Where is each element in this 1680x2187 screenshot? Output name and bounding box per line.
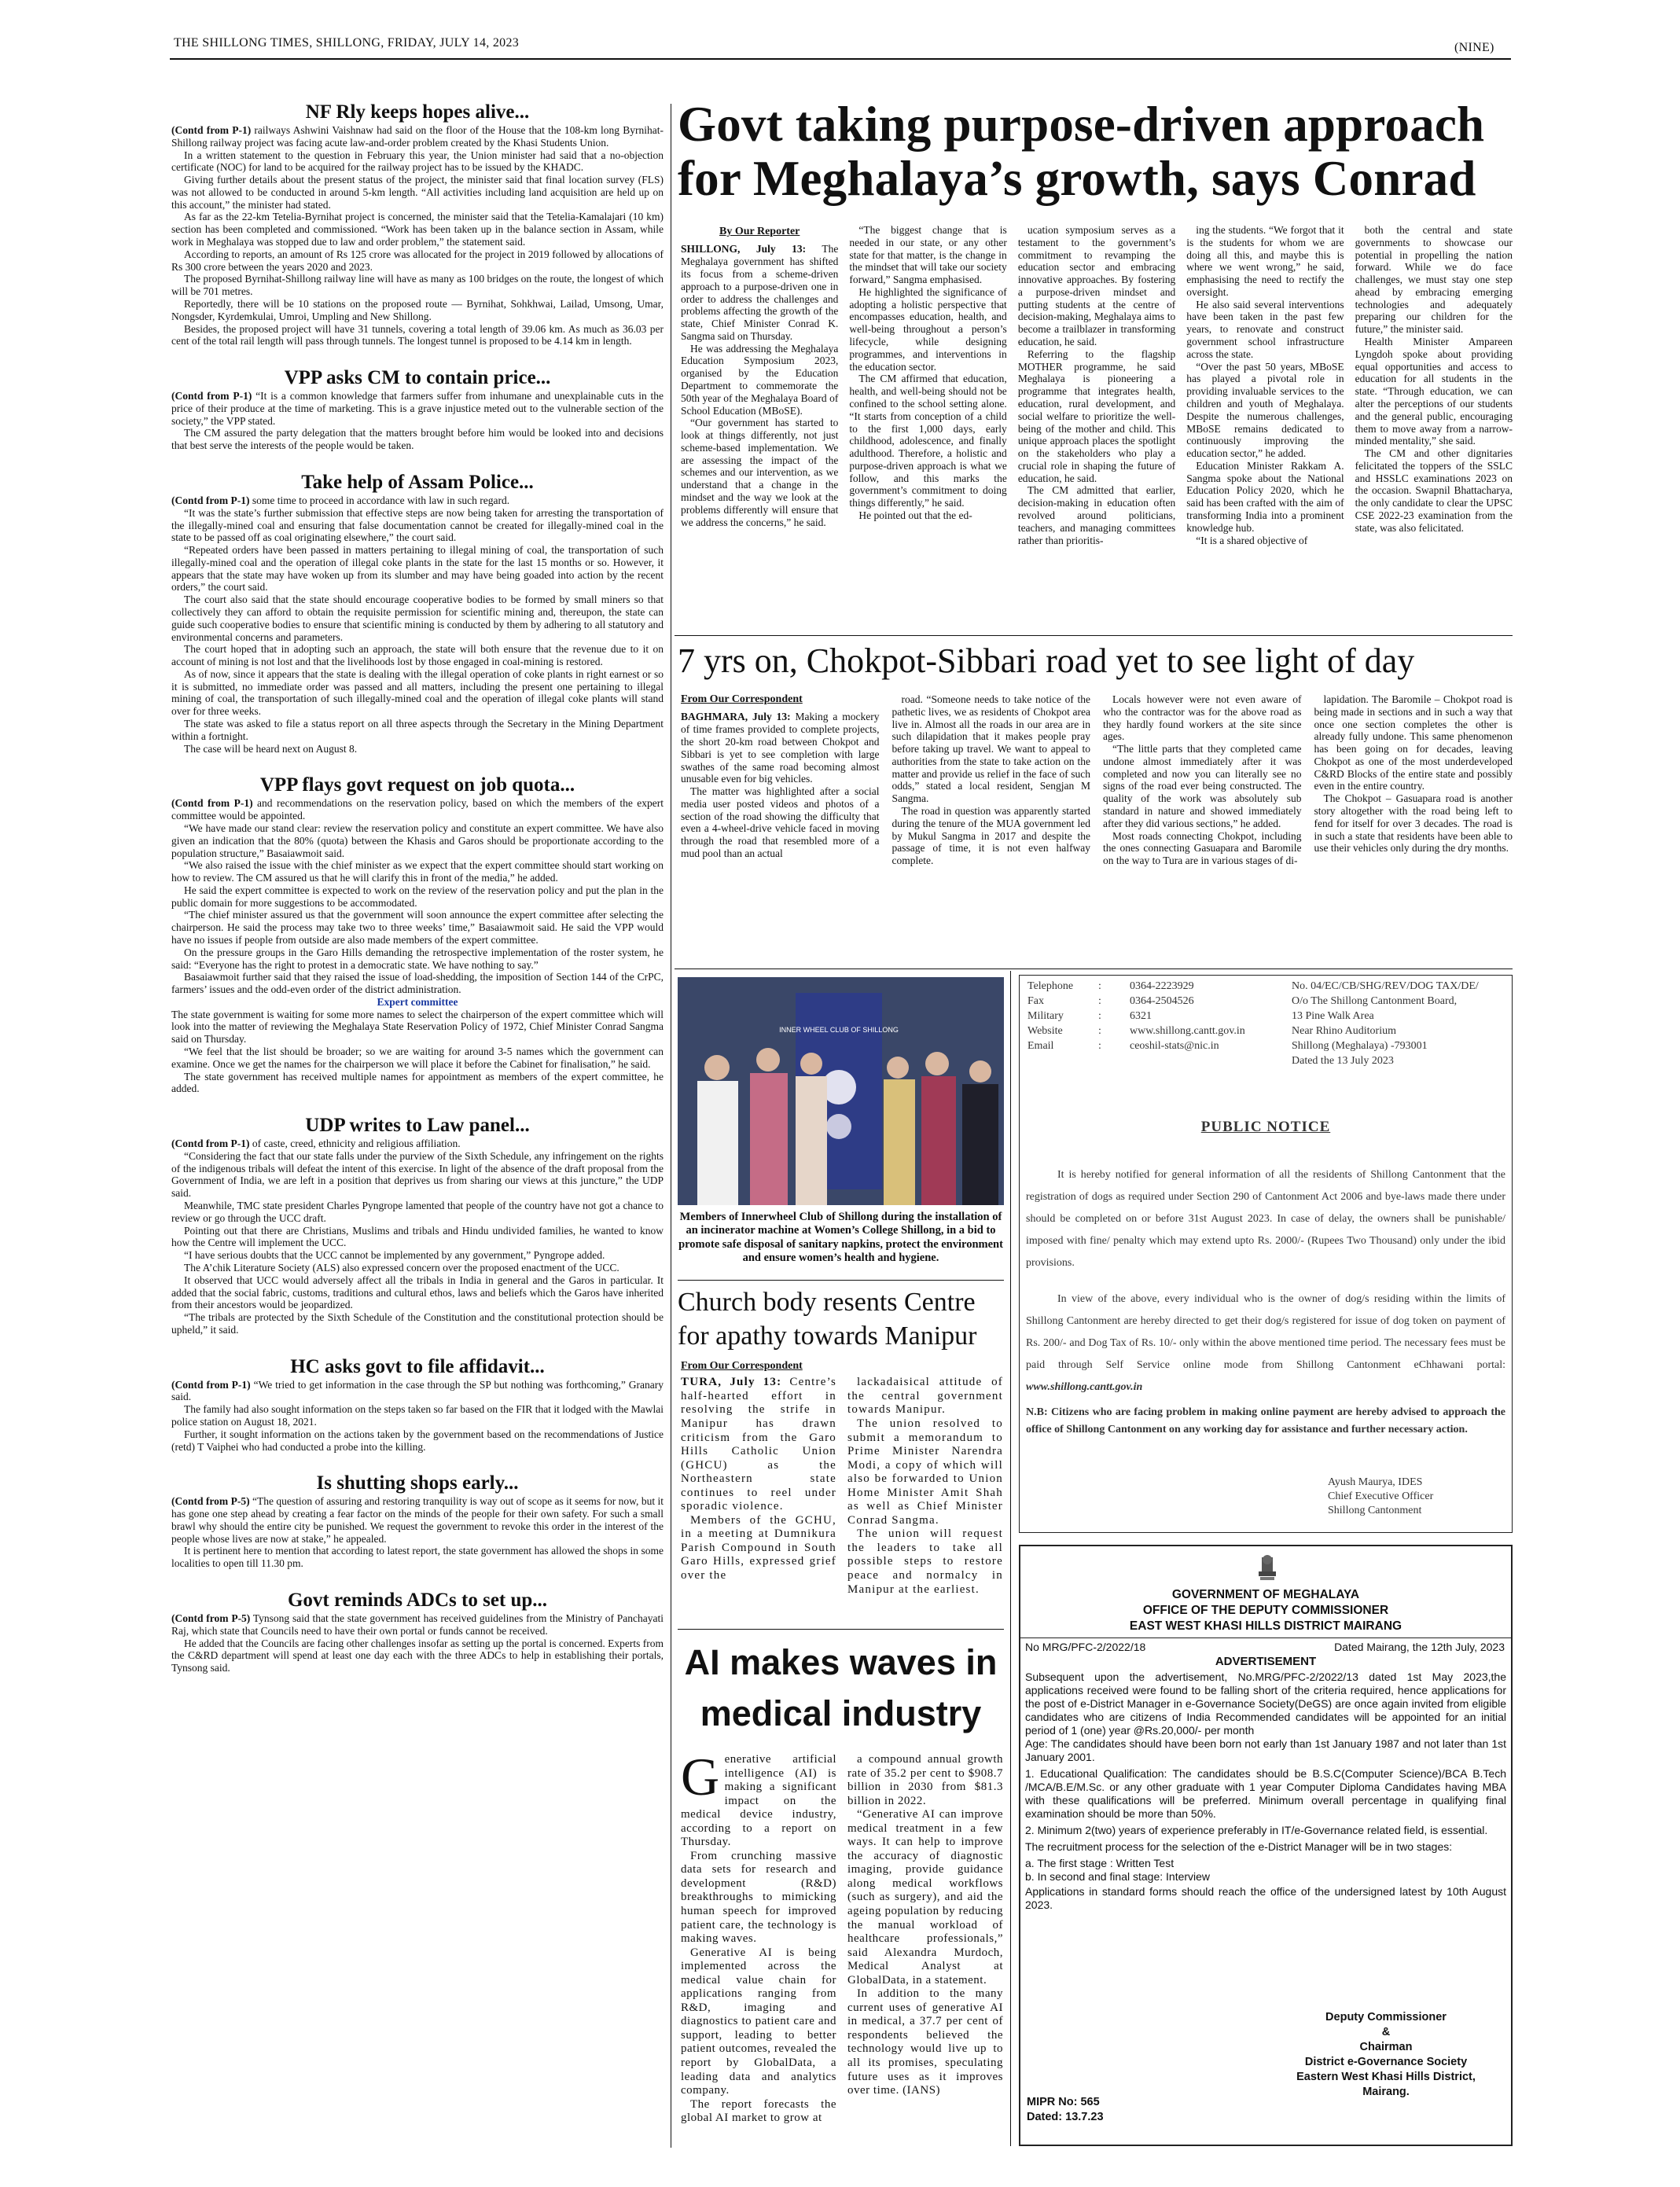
paragraph: “It is a shared objective of (1196, 534, 1308, 546)
contact-label: Military (1027, 1010, 1064, 1022)
paragraph: “Repeated orders have been passed in matters pertaining to illegal mining of coal, the transportation of such illegally-mined coal and the operation of illegal coke plants in the state for the last 15 months or so. However, it appears that the state may have woken up from its slumber and may have being goaded into action by the recent orders,” the court said. (171, 544, 664, 594)
contact-row: Military : 6321 (1027, 1010, 1152, 1022)
subhead: Expert committee (377, 995, 458, 1008)
paragraph: He said the expert committee is expected to work on the review of the reservation policy and put the plan in the public domain for more suggestions to be accommodated. (171, 884, 664, 909)
paragraph: (Contd from P-1) railways Ashwini Vaishnaw had said on the floor of the House that the 108-km long Byrnihat-Shillong railway project was facing acute law-and-order problem created by the Khasi Students Union. (171, 124, 664, 149)
story-column (681, 693, 880, 867)
paragraph: The report forecasts the global AI market to grow at (681, 2097, 836, 2125)
paragraph: The union resolved to submit a memorandum to Prime Minister Narendra Modi, a copy of which will also be forwarded to Union Home Minister Amit Shah as well as Chief Minister Conrad Sangma. (847, 1417, 1003, 1527)
text-line: Dated the 13 July 2023 (1292, 1055, 1394, 1067)
paragraph: (Contd from P-1) “It is a common knowledge that farmers suffer from inhumane and unexplainable cuts in the price of their produce at the time of marketing. This is a grave injustice meted out to the vulnerable section of the society,” the VPP stated. (171, 390, 664, 427)
lead-marker: (Contd from P-5) (171, 1495, 250, 1508)
paragraph: “The tribals are protected by the Sixth Schedule of the Constitution and the constitutional protection should be upheld,” it said. (171, 1311, 664, 1336)
notice-para-1: It is hereby notified for general information of all the residents of Shillong Cantonment that the registration of dogs as required under Section 290 of Cantonment Act 2006 and bye-laws made there under should be completed on or before 31st August 2023. In case of delay, the owners shall be punishable/ imposed with fine/ penalty which may extend upto Rs. 2000/- (Rupees Two Thousand) only under the ibid provisions. (1026, 1169, 1505, 1269)
story-column (847, 1753, 1003, 2126)
story-column (1018, 224, 1175, 546)
headline: VPP asks CM to contain price... (284, 367, 551, 389)
dc-advertisement (1019, 1545, 1513, 2146)
contact-label: Telephone (1027, 980, 1074, 992)
chokpot-story-body (681, 693, 1513, 969)
byline: By Our Reporter (719, 226, 800, 237)
paragraph: The case will be heard next on August 8. (184, 742, 358, 755)
paragraph: In a written statement to the question in February this year, the Union minister had said that a no-objection certificate (NOC) for land to be acquired for the railway project has to be issued by the KHADC. (171, 149, 664, 174)
ai-story-body (681, 1753, 1003, 2146)
headline: Take help of Assam Police... (301, 471, 534, 493)
advt-body (1025, 1671, 1506, 1912)
contact-value: 6321 (1130, 1010, 1152, 1022)
section-rule (675, 635, 1513, 636)
church-headline (678, 1286, 1004, 1357)
article-udp (171, 1114, 664, 1336)
photo-caption: Members of Innerwheel Club of Shillong during the installation of an incinerator machine at Women’s College Shillong, in a bid to promote safe disposal of sanitary napkins, protect the environment and ensure women’s health and hygiene. (678, 1211, 1003, 1265)
paragraph: (Contd from P-1) some time to proceed in accordance with law in such regard. (171, 494, 510, 506)
byline: From Our Correspondent (681, 693, 803, 705)
advt-header (1020, 1587, 1511, 1634)
text-line: No. 04/EC/CB/SHG/REV/DOG TAX/DE/ (1292, 980, 1479, 992)
paragraph: lapidation. The Baromile – Chokpot road is being made in sections and in such a way that once one section completes the other is already fully undone. This same phenomenon has been going on for decades, leaving Chokpot as one of the most underdeveloped C&RD Blocks of the entire state and possibly even in the entire country. (1314, 693, 1513, 792)
story-column (847, 1376, 1003, 1597)
dateline: TURA, July 13: (681, 1376, 782, 1389)
advt-header-line: EAST WEST KHASI HILLS DISTRICT MAIRANG (1129, 1619, 1402, 1633)
paragraph: (Contd from P-1) of caste, creed, ethnicity and religious affiliation. (171, 1138, 461, 1150)
paragraph: Meanwhile, TMC state president Charles Pyngrope lamented that people of the country have not got a chance to review or go through the UCC draft. (171, 1200, 664, 1224)
event-photo (678, 977, 1004, 1205)
paragraph: BAGHMARA, July 13: Making a mockery of time frames provided to complete projects, the short 20-km road between Chokpot and Sibbari is yet to see completion with large swathes of the same road becoming almost unusable even for big vehicles. (681, 711, 880, 785)
paragraph: Giving further details about the present status of the project, the minister said that final location survey (FLS) was not allowed to be conducted in around 5-km length. “All activities including land acquisition are held up on this account,” the minister had stated. (171, 174, 664, 211)
paragraph: lackadaisical attitude of the central government towards Manipur. (847, 1376, 1003, 1417)
headline: HC asks govt to file affidavit... (290, 1355, 545, 1377)
signatory-line: Deputy Commissioner (1325, 2011, 1447, 2023)
paragraph: Basaiawmoit further said that they raised the issue of load-shedding, the imposition of Section 144 of the CrPC, farmers’ issues and the odd-even order of the district administration. (171, 971, 664, 996)
paragraph: a compound annual growth rate of 35.2 per cent to $908.7 billion in 2030 from $81.3 billion in 2022. (847, 1753, 1003, 1807)
paragraph: He added that the Councils are facing other challenges insofar as setting up the portal is concerned. Experts from the C&RD department will spend at least one day each with the three ADCs to help in establishing their portals, Tynsong said. (171, 1637, 664, 1674)
paragraph: road. “Someone needs to take notice of the pathetic lives, we as residents of Chokpot area live in. Almost all the roads in our area are in such dilapidation that it makes people pray before taking up travel. We want to appeal to authorities from the state to take action on the matter and provide us relief in the face of such odds,” stated a local resident, Sengjan M Sangma. (891, 693, 1090, 805)
paragraph: “We have made our stand clear: review the reservation policy and constitute an expert committee. We have also given an indication that the 80% (quota) between the Khasis and Garos should be proportionate according to the population structure,” Basaiawmoit said. (171, 822, 664, 859)
paragraph: “Generative AI can improve medical treatment in a few ways. It can help to improve the accuracy of diagnostic imaging, provide guidance along medical workflows (such as surgery), and aid the ageing population by reducing the manual workload of healthcare professionals,” said Alexandra Murdoch, Medical Analyst at GlobalData, in a statement. (847, 1808, 1003, 1987)
paragraph: Referring to the flagship MOTHER programme, he said Meghalaya is pioneering a programme that integrates health, education, rural development, and social welfare to prioritize the well-being of the mother and child. This unique approach places the spotlight on the stakeholders who play a crucial role in shaping the future of education, he said. (1017, 347, 1176, 484)
paragraph: The state government has received multiple names for appointment as members of the expert committee, he added. (171, 1070, 664, 1095)
lead-marker: (Contd from P-1) (171, 797, 253, 810)
text-line: O/o The Shillong Cantonment Board, (1292, 995, 1458, 1007)
photo-banner-text: INNER WHEEL CLUB OF SHILLONG (779, 1026, 899, 1034)
paragraph: It is pertinent here to mention that according to latest report, the state government has allowed the shops in some localities to open till 11.30 pm. (171, 1545, 664, 1570)
paragraph: The court hoped that in adopting such an approach, the state will both ensure that the revenue due to it on account of mining is not lost and that the livelihoods lost by those engaged in coal-mining is restored. (171, 643, 664, 668)
article-shops (171, 1472, 664, 1570)
paragraph: As of now, since it appears that the state is dealing with the illegal operation of coke plants in right earnest or so it is submitted, no immediate order was passed and all matters, including the present one pertaining to illegal mining of coal, the transportation of such illegally-mined coal and the operation of illegal coke plants will stand over for three weeks. (171, 667, 664, 718)
text-line: Shillong Cantonment (1328, 1505, 1422, 1516)
paragraph: Health Minister Ampareen Lyngdoh spoke about providing equal opportunities and access to education for all students in the state. “Through education, we can alter the perceptions of our students and the general public, encouraging them to move away from a narrow-minded mentality,” she said. (1355, 336, 1513, 447)
signatory-line: Chairman (1359, 2041, 1413, 2053)
contact-label: Website (1027, 1025, 1063, 1037)
paragraph: SHILLONG, July 13: The Meghalaya government has shifted its focus from a scheme-driven approach to a purpose-driven one in order to address the challenges and problems affecting the growth of the state, Chief Minister Conrad K. Sangma said on Thursday. (681, 243, 839, 342)
paragraph: “The little parts that they completed came undone almost immediately after it was completed and now you can literally see no signs of the road ever being constructed. The quality of the work was absolutely sub standard in nature and showed immediately after they did various sections,” he added. (1103, 743, 1302, 829)
article-adc (171, 1589, 664, 1674)
article-nfrly (171, 101, 664, 347)
lead-marker: (Contd from P-1) (171, 494, 250, 506)
article-hc (171, 1355, 664, 1454)
paragraph: The CM admitted that earlier, decision-making in education often revolved around politicians, teachers, and managing committees rather than prioritis- (1017, 484, 1176, 546)
paragraph: On the pressure groups in the Garo Hills demanding the retrospective implementation of the roster system, he said: “Everyone has the right to protest in a democratic state. We have nothing to say.” (171, 946, 664, 971)
advt-date: Dated Mairang, the 12th July, 2023 (1334, 1641, 1505, 1653)
address-block (1292, 979, 1512, 1068)
lead-marker: (Contd from P-1) (171, 124, 252, 136)
signatory-line: Mairang. (1362, 2086, 1410, 2098)
story-column (849, 224, 1006, 546)
paragraph: The CM and other dignitaries felicitated the toppers of the SSLC and HSSLC examinations 2023 on the occasion. Swapnil Bhattacharya, the only candidate to clear the UPSC CSE 2022-23 examination from the state, was also felicitated. (1355, 447, 1513, 534)
article-vpp-price (171, 366, 664, 452)
paragraph: “The biggest change that is needed in our state, or any other state for that matter, is the change in the mindset that will take our society forward,” Sangma emphasised. (849, 224, 1007, 286)
headline: Is shutting shops early... (316, 1472, 519, 1494)
dateline: BAGHMARA, July 13: (681, 711, 791, 723)
advt-apply: Applications in standard forms should reach the office of the undersigned latest by 10th August 2023. (1025, 1885, 1506, 1911)
paragraph: The CM assured the party delegation that the matters brought before him would be looked into and decisions that best serve the interests of the people would be taken. (171, 427, 664, 452)
paragraph: (Contd from P-1) “We tried to get information in the case through the SP but nothing was forthcoming,” Granary said. (171, 1378, 664, 1403)
story-column (681, 224, 838, 546)
headline-line2: medical industry (700, 1693, 982, 1734)
contact-value: www.shillong.cantt.gov.in (1130, 1025, 1245, 1037)
headline: 7 yrs on, Chokpot-Sibbari road yet to see light of day (678, 641, 1415, 680)
paragraph: (Contd from P-5) Tynsong said that the state government has received guidelines from the Ministry of Panchayati Raj, which state that Councils need to have their own portal or funds cannot be received. (171, 1612, 664, 1637)
contact-row: Fax : 0364-2504526 (1027, 995, 1194, 1007)
portal-link[interactable]: www.shillong.cantt.gov.in (1026, 1381, 1143, 1393)
notice-nb: N.B: Citizens who are facing problem in making online payment are hereby advised to approach the office of Shillong Cantonment on any working day for assistance and further necessary action. (1026, 1406, 1505, 1436)
lead-marker: (Contd from P-5) (171, 1612, 251, 1624)
drop-cap: G (681, 1753, 720, 1807)
paragraph: Locals however were not even aware of who the contractor was for the above road as they hardly found workers at the site since ages. (1103, 693, 1302, 743)
text-line: Near Rhino Auditorium (1292, 1025, 1396, 1037)
paragraph: Most roads connecting Chokpot, including the ones connecting Gasuapara and Baromile on the way to Tura are in various stages of di- (1103, 829, 1302, 867)
paragraph: He pointed out that the ed- (858, 509, 972, 521)
article-vpp-quota (171, 774, 664, 1095)
paragraph: The state government is waiting for some more names to select the chairperson of the expert committee which will look into the matter of reviewing the Meghalaya State Reservation Policy of 1972, Chief Minister Conrad Sangma said on Thursday. (171, 1008, 664, 1046)
masthead-title: THE SHILLONG TIMES, SHILLONG, FRIDAY, JULY 14, 2023 (174, 36, 520, 50)
paragraph: both the central and state governments to showcase our potential in propelling the nation forward. While we do face challenges, we must stay one step ahead by embracing emerging technologies and adequately preparing our children for the future,” the minister said. (1355, 224, 1513, 336)
headline-line1: AI makes waves in (684, 1642, 998, 1682)
paragraph: “It was the state’s further submission that effective steps are now being taken for arresting the transportation of the illegally-mined coal and ensuring that false documentation cannot be created for illegally-mined coal in the state to be passed off as coal originating elsewhere,” the court said. (171, 506, 664, 544)
paragraph: He also said several interventions have been taken in the past few years, to renovate and construct government school infrastructure across the state. (1186, 298, 1344, 360)
paragraph: As far as the 22-km Tetelia-Byrnihat project is concerned, the minister said that the Tetelia-Kamalajari (10 km) section has been completed and commissioned. “Work has been taken up in the balance section in Assam, while work in Meghalaya was stopped due to law and order problem,” the statement said. (171, 211, 664, 248)
article-assam-police (171, 471, 664, 755)
section-rule (678, 1629, 1004, 1630)
left-column (171, 101, 664, 2145)
dateline: SHILLONG, July 13: (681, 243, 807, 255)
signatory-line: District e-Governance Society (1304, 2056, 1468, 2068)
paragraph: The Chokpot – Gasuapara road is another story altogether with the road being left to fend for itself for over 3 decades. The road is in such a state that residents have been able to use their vehicles only during the dry months. (1314, 792, 1513, 855)
paragraph: Generative AI is being implemented across the medical value chain for applications ranging from R&D, imaging and diagnostics to patient care and support, leading to better patient outcomes, revealed the report by GlobalData, a leading data and analytics company. (681, 1946, 836, 2097)
paragraph: “Over the past 50 years, MBoSE has played a pivotal role in providing invaluable services to the children and youth of Meghalaya. Despite the numerous challenges, MBoSE remains dedicated to continuously improving the education sector,” he added. (1186, 360, 1344, 460)
paragraph: “I have serious doubts that the UCC cannot be implemented by any government,” Pyngrope added. (184, 1249, 605, 1262)
top-rule (170, 58, 1511, 60)
paragraph: Members of the GCHU, in a meeting at Dumnikura Parish Compound in South Garo Hills, expressed grief over the (681, 1513, 836, 1582)
advt-para: Subsequent upon the advertisement, No.MRG/PFC-2/2022/13 dated 1st May 2023,the applications received were found to be falling short of the criteria required, hence applications for the post of e-District Manager in e-Governance Society(DeGS) are once again invited from eligible candidates who are citizens of India Recommended candidates will be appointed for an initial period of 1 (one) year @Rs.20,000/- per month (1025, 1671, 1506, 1737)
contact-value: 0364-2223929 (1130, 980, 1194, 992)
contact-row: Website : www.shillong.cantt.gov.in (1027, 1025, 1245, 1037)
advt-stage-1: a. The first stage : Written Test (1025, 1857, 1175, 1869)
paragraph: Further, it sought information on the actions taken by the government based on the recommendations of Justice (retd) T Vaiphei who had conducted a probe into the killing. (171, 1428, 664, 1453)
lead-story-body (681, 224, 1513, 633)
paragraph: The state was asked to file a status report on all three aspects through the Secretary in the Mining Department within a fortnight. (171, 718, 664, 742)
story-column (1103, 693, 1302, 867)
lead-marker: (Contd from P-1) (171, 1138, 250, 1150)
story-column (1355, 224, 1513, 546)
story-column (1314, 693, 1513, 867)
advt-process: The recruitment process for the selection of the e-District Manager will be in two stages: (1025, 1840, 1453, 1853)
headline-line2: for apathy towards Manipur (678, 1321, 977, 1351)
advt-mipr (1027, 2095, 1104, 2125)
cantonment-notice (1019, 975, 1513, 1533)
paragraph: From crunching massive data sets for research and development (R&D) breakthroughs to mimicking human speech for improved patient care, the technology is making waves. (681, 1849, 836, 1946)
paragraph: (Contd from P-1) and recommendations on the reservation policy, based on which the members of the expert committee would be appointed. (171, 797, 664, 822)
headline: Govt reminds ADCs to set up... (287, 1590, 548, 1611)
contact-row: Telephone : 0364-2223929 (1027, 980, 1194, 992)
advt-ref: No MRG/PFC-2/2022/18 (1025, 1641, 1146, 1653)
notice-para-2 (1026, 1288, 1505, 1399)
lead-marker: (Contd from P-1) (171, 1378, 251, 1391)
paragraph: He was addressing the Meghalaya Education Symposium 2023, organised by the Education Department to commemorate the 50th year of the Meghalaya Board of School Education (MBoSE). (681, 342, 839, 417)
signatory-line: & (1381, 2026, 1391, 2038)
byline: From Our Correspondent (681, 1360, 803, 1372)
advt-stage-2: b. In second and final stage: Interview (1025, 1870, 1211, 1883)
story-column (1186, 224, 1344, 546)
paragraph: Education Minister Rakkam A. Sangma spoke about the National Education Policy 2020, which he said has been crafted with the aim of transforming India into a prominent knowledge hub. (1186, 459, 1344, 534)
lead-marker: (Contd from P-1) (171, 390, 252, 402)
contact-value: ceoshil-stats@nic.in (1130, 1040, 1219, 1052)
church-story-body (681, 1360, 1003, 1627)
text-line: Chief Executive Officer (1328, 1490, 1434, 1502)
paragraph: The proposed Byrnihat-Shillong railway line will have as many as 100 bridges on the route, the longest of which will be 701 metres. (171, 273, 664, 298)
advt-header-line: OFFICE OF THE DEPUTY COMMISSIONER (1142, 1604, 1389, 1617)
text-line: Ayush Maurya, IDES (1328, 1476, 1423, 1488)
paragraph: “We also raised the issue with the chief minister as we expect that the expert committee should start working on how to review. The CM assured us that he will clarify this in front of the media,” he added. (171, 859, 664, 884)
paragraph: “We feel that the list should be broader; so we are waiting for around 3-5 names which the government can examine. Once we get the names for the chairperson we will place it before the Cabinet for finalisation,” he said. (171, 1046, 664, 1070)
paragraph: The court also said that the state should encourage cooperative bodies to be formed by small miners so that collectively they can afford to obtain the requisite permission for scientific mining and, thereupon, the state can guide such cooperative bodies to ensure that scientific mining is conducted by them by adhering to all statutory and environmental concerns and parameters. (171, 594, 664, 643)
paragraph: The A’chik Literature Society (ALS) also expressed concern over the proposed enactment of the UCC. (184, 1261, 619, 1274)
advt-header-line: GOVERNMENT OF MEGHALAYA (1171, 1588, 1360, 1601)
paragraph: enerative artificial intelligence (AI) is making a significant impact on the medical device industry, according to a report on Thursday. (681, 1753, 836, 1849)
headline: NF Rly keeps hopes alive... (305, 101, 530, 123)
advt-age: Age: The candidates should have been born not early than 1st January 1987 and not later than 1st January 2001. (1025, 1737, 1506, 1763)
paragraph: “Considering the fact that our state falls under the purview of the Sixth Schedule, any infringement on the rights of the indigenous tribals will defeat the intent of this exercise. In light of the absence of the draft proposal from the Government of India, we are left in a position that deprives us from sharing our views at this juncture,” the UDP said. (171, 1149, 664, 1200)
advt-experience: 2. Minimum 2(two) years of experience preferably in IT/e-Governance related field, is essential. (1025, 1824, 1488, 1836)
ai-headline (678, 1637, 1004, 1747)
emblem-icon (1252, 1553, 1283, 1584)
headline-line1: Church body resents Centre (678, 1288, 976, 1317)
contact-label: Fax (1027, 995, 1044, 1007)
paragraph: “The chief minister assured us that the government will soon announce the expert committee after selecting the chairperson. He said the process may take two to three weeks’ time,” Basaiawmoit said. He said the VPP would have no issues if people from outside are also made members of the expert committee. (171, 909, 664, 946)
paragraph: Pointing out that there are Christians, Muslims and tribals and Hindu undivided families, he wanted to know how the Centre will implement the UCC. (171, 1224, 664, 1249)
column-divider (1010, 971, 1011, 2146)
paragraph: The family had also sought information on the steps taken so far based on the FIR that it lodged with the Mawlai police station on August 18, 2021. (171, 1403, 664, 1428)
story-column (681, 1753, 836, 2126)
mipr-number: MIPR No: 565 (1027, 2096, 1100, 2108)
paragraph: In addition to the many current uses of generative AI in medical, a 37.7 per cent of respondents believed the technology would live up to all its promises, speculating future uses as it improves over time. (IANS) (847, 1987, 1003, 2097)
paragraph: Reportedly, there will be 10 stations on the proposed route — Byrnihat, Sohkhwai, Lailad, Umsong, Umar, Nongsder, Kyrdemkulai, Umroi, Umpling and New Shillong. (171, 297, 664, 322)
story-column (892, 693, 1091, 867)
paragraph: The road in question was apparently started during the tenure of the MUA government led by Mukul Sangma in 2017 and despite the passage of time, it is not even halfway complete. (891, 805, 1090, 867)
paragraph: (Contd from P-5) “The question of assuring and restoring tranquility is way out of scope as it seems for now, but it has gone one step ahead by creating a fear factor on the minds of the people for their own safety. For such a small brawl why should the entire city be punished. We request the government to revoke this order in the interest of the people whose lives are now at stake,” he appealed. (171, 1495, 664, 1545)
contact-list (1027, 979, 1287, 1053)
text-line: 13 Pine Walk Area (1292, 1010, 1374, 1022)
signatory (1328, 1476, 1509, 1518)
advt-title: ADVERTISEMENT (1215, 1655, 1317, 1668)
notice-title: PUBLIC NOTICE (1200, 1119, 1331, 1135)
story-column (681, 1376, 836, 1597)
paragraph: TURA, July 13: Centre’s half-hearted effort in resolving the strife in Manipur has drawn criticism from the Garo Hills Catholic Union (GHCU) as the Northeastern state continues to reel under sporadic violence. (681, 1376, 836, 1513)
headline: VPP flays govt request on job quota... (259, 774, 575, 796)
paragraph: It observed that UCC would adversely affect all the tribals in India in general and the Garos in particular. It added that the social fabric, customs, traditions and cultural ethos, laws and beliefs which the Garos have inherited from their ancestors would be jeopardized. (171, 1274, 664, 1311)
section-rule (678, 1280, 1004, 1281)
page-number: (NINE) (1454, 41, 1494, 54)
contact-label: Email (1027, 1040, 1054, 1052)
paragraph: The union will request the leaders to take all possible steps to restore peace and normalcy in Manipur at the earliest. (847, 1527, 1003, 1596)
contact-value: 0364-2504526 (1130, 995, 1194, 1007)
contact-row: Email : ceoshil-stats@nic.in (1027, 1040, 1219, 1052)
advt-qualification: 1. Educational Qualification: The candidates should be B.S.C(Computer Science)/BCA B.Tech /MCA/B.E/M.Sc. or any other graduate with 1 year Computer Diploma Candidates having MBA with these qualifications will be preferred. Minimum overall percentage in qualifying final examination should be more than 50%. (1025, 1767, 1506, 1820)
paragraph: Besides, the proposed project will have 31 tunnels, covering a total length of 39.06 km. As much as 36.03 per cent of the total rail length will pass through tunnels. The longest tunnel is proposed to be 4.14 km in length. (171, 322, 664, 347)
advt-signatory (1264, 2010, 1508, 2100)
headline-line2: for Meghalaya’s growth, says Conrad (678, 151, 1476, 207)
paragraph: According to reports, an amount of Rs 125 crore was allocated for the project in 2019 followed by allocations of Rs 300 crore between the years 2020 and 2023. (171, 248, 664, 273)
paragraph: The CM affirmed that education, health, and well-being should not be confined to the school setting alone. “It starts from conception of a child to the first 1,000 days, early childhood, adolescence, and finally adulthood. Therefore, a holistic and purpose-driven approach is what we follow, and this marks the government’s commitment to doing things differently,” he said. (849, 373, 1007, 509)
headline-line1: Govt taking purpose-driven approach (678, 97, 1485, 152)
headline: UDP writes to Law panel... (305, 1115, 530, 1137)
paragraph: “Our government has started to look at things differently, not just scheme-based implementation. We are assessing the impact of the schemes and our intervention, as we understand that a change in the mindset and the way we look at the problems differently will ensure that we address the concerns,” he said. (681, 417, 839, 528)
notice-para-2-text: In view of the above, every individual who is the owner of dog/s residing within the limits of Shillong Cantonment are hereby directed to get their dog/s registered for issue of dog token on payment of Rs. 200/- and Dog Tax of Rs. 10/- only within the above mentioned time period. The necessary fees must be paid through Self Service online mode from Shillong Cantonment eChhawani portal: (1026, 1293, 1505, 1371)
paragraph: He highlighted the significance of adopting a holistic perspective that encompasses education, health, and well-being throughout a person’s lifecycle, while designing programmes, and interventions in the education sector. (849, 285, 1007, 373)
signatory-line: Eastern West Khasi Hills District, (1296, 2071, 1476, 2083)
mipr-date: Dated: 13.7.23 (1027, 2111, 1104, 2123)
paragraph: ucation symposium serves as a testament to the government’s commitment to revamping the education sector and embracing innovative approaches. By fostering a purpose-driven mindset and putting students at the centre of decision-making, Meghalaya aims to become a trailblazer in transforming education, he said. (1017, 224, 1176, 348)
lead-headline (678, 97, 1513, 215)
paragraph: ing the students. “We forgot that it is the students for whom we are doing all this, and maybe this is where we went wrong,” he said, emphasising the need to rectify the oversight. (1186, 224, 1344, 298)
paragraph: The matter was highlighted after a social media user posted videos and photos of a section of the road showing the difficulty that even a 4-wheel-drive vehicle faced in moving through the road that resembled more of a mud pool than an actual (681, 785, 880, 859)
text-line: Shillong (Meghalaya) -793001 (1292, 1040, 1428, 1052)
